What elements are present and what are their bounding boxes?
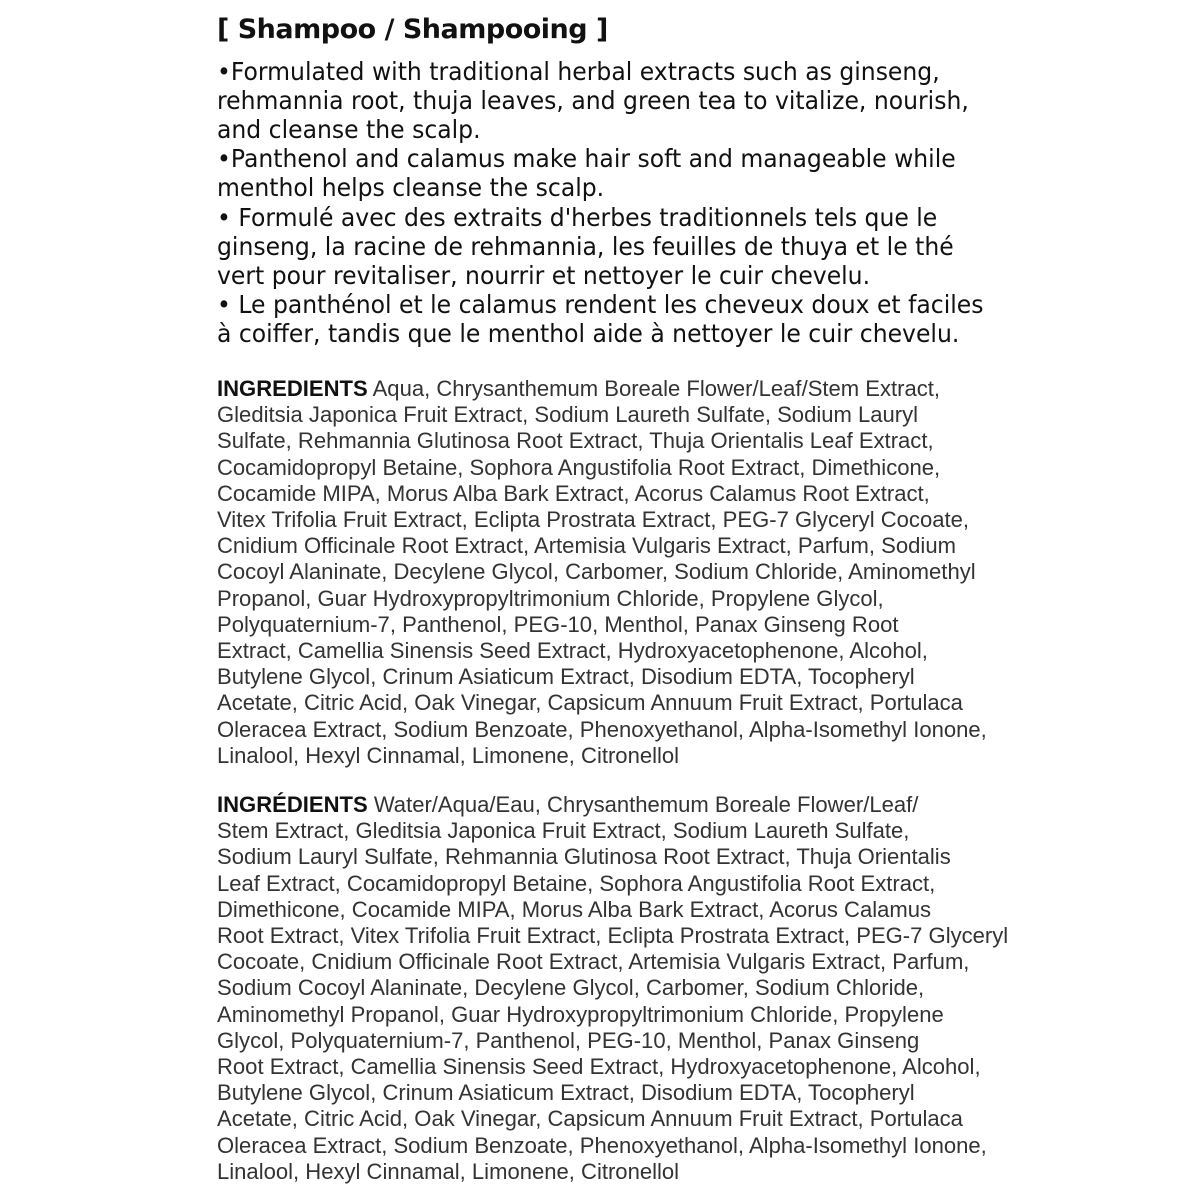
ingredients-french bbox=[217, 792, 1009, 1185]
ingredients-line: Linalool, Hexyl Cinnamal, Limonene, Citronellol bbox=[217, 742, 680, 768]
ingredients-line: Oleracea Extract, Sodium Benzoate, Phenoxyethanol, Alpha-Isomethyl Ionone, bbox=[217, 716, 987, 742]
ingredients-line: Sodium Cocoyl Alaninate, Decylene Glycol, Carbomer, Sodium Chloride, bbox=[217, 975, 925, 1001]
ingredients-line: Polyquaternium-7, Panthenol, PEG-10, Menthol, Panax Ginseng Root bbox=[217, 611, 899, 637]
claim-line: • Formulé avec des extraits d'herbes traditionnels tels que le bbox=[217, 203, 938, 232]
ingredients-line: Acetate, Citric Acid, Oak Vinegar, Capsicum Annuum Fruit Extract, Portulaca bbox=[217, 690, 963, 716]
ingredients-line: Dimethicone, Cocamide MIPA, Morus Alba Bark Extract, Acorus Calamus bbox=[217, 896, 932, 922]
ingredients-line: Cnidium Officinale Root Extract, Artemisia Vulgaris Extract, Parfum, Sodium bbox=[217, 533, 956, 559]
claim-line: and cleanse the scalp. bbox=[217, 115, 481, 144]
ingredients-label: INGRÉDIENTS bbox=[217, 792, 368, 817]
ingredients-text: Water/Aqua/Eau, Chrysanthemum Boreale Flower/Leaf/ bbox=[367, 792, 919, 817]
ingredients-line: Cocamide MIPA, Morus Alba Bark Extract, Acorus Calamus Root Extract, bbox=[217, 480, 930, 506]
ingredients-line: Glycol, Polyquaternium-7, Panthenol, PEG-10, Menthol, Panax Ginseng bbox=[217, 1027, 920, 1053]
ingredients-line: Vitex Trifolia Fruit Extract, Eclipta Prostrata Extract, PEG-7 Glyceryl Cocoate, bbox=[217, 507, 969, 533]
ingredients-line: Leaf Extract, Cocamidopropyl Betaine, Sophora Angustifolia Root Extract, bbox=[217, 870, 936, 896]
claim-line: rehmannia root, thuja leaves, and green tea to vitalize, nourish, bbox=[217, 86, 969, 115]
ingredients-english bbox=[217, 376, 991, 769]
ingredients-line: Butylene Glycol, Crinum Asiaticum Extract, Disodium EDTA, Tocopheryl bbox=[217, 664, 915, 690]
claim-line: à coiffer, tandis que le menthol aide à nettoyer le cuir chevelu. bbox=[217, 319, 960, 348]
ingredients-line: Extract, Camellia Sinensis Seed Extract, Hydroxyacetophenone, Alcohol, bbox=[217, 638, 928, 664]
claim-line: menthol helps cleanse the scalp. bbox=[217, 173, 605, 202]
claims-french bbox=[217, 203, 984, 348]
ingredients-line: Root Extract, Camellia Sinensis Seed Extract, Hydroxyacetophenone, Alcohol, bbox=[217, 1054, 981, 1080]
ingredients-line: Cocoyl Alaninate, Decylene Glycol, Carbomer, Sodium Chloride, Aminomethyl bbox=[217, 559, 976, 585]
ingredients-line: Root Extract, Vitex Trifolia Fruit Extract, Eclipta Prostrata Extract, PEG-7 Glyceryl bbox=[217, 923, 1009, 949]
ingredients-line: Propanol, Guar Hydroxypropyltrimonium Chloride, Propylene Glycol, bbox=[217, 585, 884, 611]
ingredients-line: Linalool, Hexyl Cinnamal, Limonene, Citronellol bbox=[217, 1158, 680, 1184]
ingredients-label: INGREDIENTS bbox=[217, 376, 368, 401]
claims-english bbox=[217, 57, 969, 202]
ingredients-line: Aminomethyl Propanol, Guar Hydroxypropyltrimonium Chloride, Propylene bbox=[217, 1001, 944, 1027]
ingredients-line: Gleditsia Japonica Fruit Extract, Sodium Laureth Sulfate, Sodium Lauryl bbox=[217, 402, 919, 428]
ingredients-line: Cocoate, Cnidium Officinale Root Extract, Artemisia Vulgaris Extract, Parfum, bbox=[217, 949, 970, 975]
ingredients-text: Aqua, Chrysanthemum Boreale Flower/Leaf/Stem Extract, bbox=[367, 376, 941, 401]
ingredients-line: Sodium Lauryl Sulfate, Rehmannia Glutinosa Root Extract, Thuja Orientalis bbox=[217, 844, 951, 870]
ingredients-line: Cocamidopropyl Betaine, Sophora Angustifolia Root Extract, Dimethicone, bbox=[217, 454, 941, 480]
ingredients-line: Sulfate, Rehmannia Glutinosa Root Extract, Thuja Orientalis Leaf Extract, bbox=[217, 428, 934, 454]
claim-line: •Panthenol and calamus make hair soft and manageable while bbox=[217, 144, 956, 173]
claim-line: •Formulated with traditional herbal extracts such as ginseng, bbox=[217, 57, 940, 86]
ingredients-line: Acetate, Citric Acid, Oak Vinegar, Capsicum Annuum Fruit Extract, Portulaca bbox=[217, 1106, 963, 1132]
ingredients-line: Butylene Glycol, Crinum Asiaticum Extract, Disodium EDTA, Tocopheryl bbox=[217, 1080, 915, 1106]
claim-line: ginseng, la racine de rehmannia, les feuilles de thuya et le thé bbox=[217, 232, 954, 261]
ingredients-first-line bbox=[217, 792, 991, 818]
ingredients-line: Stem Extract, Gleditsia Japonica Fruit Extract, Sodium Laureth Sulfate, bbox=[217, 818, 910, 844]
ingredients-first-line bbox=[217, 376, 991, 402]
product-heading: [ Shampoo / Shampooing ] bbox=[217, 14, 608, 45]
ingredients-line: Oleracea Extract, Sodium Benzoate, Phenoxyethanol, Alpha-Isomethyl Ionone, bbox=[217, 1132, 987, 1158]
claim-line: vert pour revitaliser, nourrir et nettoyer le cuir chevelu. bbox=[217, 261, 871, 290]
claim-line: • Le panthénol et le calamus rendent les cheveux doux et faciles bbox=[217, 290, 984, 319]
